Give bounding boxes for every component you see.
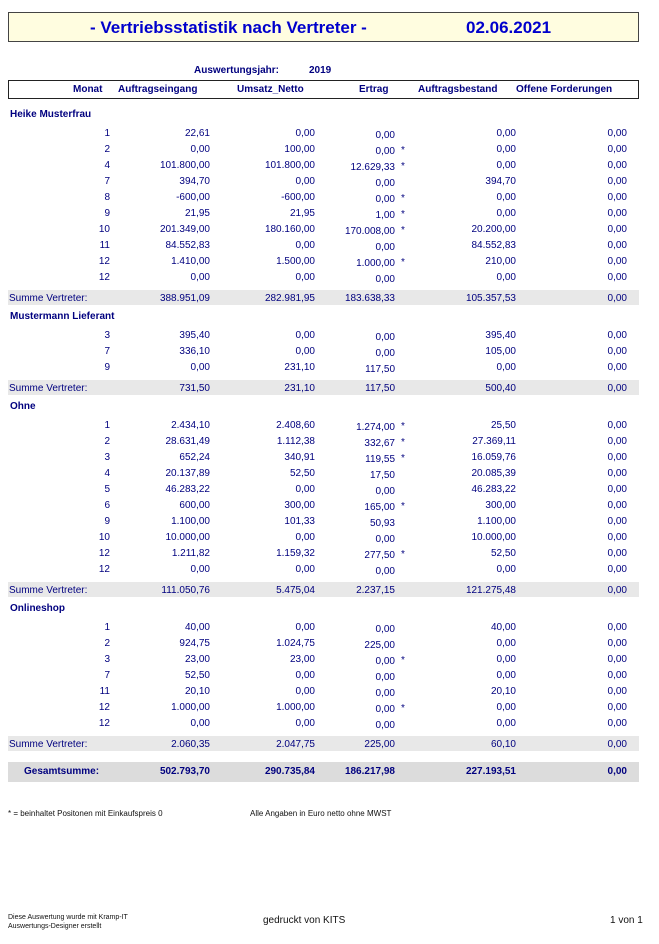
row-ertrag: 0,00 [375,178,395,189]
row-monat: 9 [104,362,110,373]
sum-offene-forderungen: 0,00 [607,585,627,596]
row-ertrag: 119,55 [365,454,395,465]
column-header-offene-forderungen: Offene Forderungen [516,84,613,95]
row-auftragseingang: -600,00 [176,192,210,203]
row-auftragsbestand: 210,00 [485,256,516,267]
row-umsatz: 0,00 [295,670,315,681]
row-monat: 12 [98,718,110,729]
row-offene-forderungen: 0,00 [607,686,627,697]
row-star-marker: * [401,161,405,172]
row-umsatz: 0,00 [295,686,315,697]
row-auftragsbestand: 46.283,22 [471,484,516,495]
row-ertrag: 1.000,00 [356,258,395,269]
row-ertrag: 1.274,00 [356,422,395,433]
sum-label: Summe Vertreter: [9,585,88,596]
row-star-marker: * [401,703,405,714]
row-auftragseingang: 52,50 [184,670,210,681]
sum-ertrag: 225,00 [364,739,395,750]
sum-auftragseingang: 388.951,09 [159,293,210,304]
row-auftragsbestand: 1.100,00 [477,516,516,527]
row-offene-forderungen: 0,00 [607,516,627,527]
row-auftragseingang: 0,00 [190,718,210,729]
column-header-ertrag: Ertrag [359,84,389,95]
sum-row-background [8,380,639,395]
row-ertrag: 277,50 [364,550,395,561]
row-monat: 2 [104,436,110,447]
row-monat: 5 [104,484,110,495]
row-offene-forderungen: 0,00 [607,176,627,187]
row-auftragseingang: 0,00 [190,272,210,283]
row-ertrag: 165,00 [364,502,395,513]
footnote-star: * = beinhaltet Positonen mit Einkaufspreis 0 [8,809,163,818]
row-offene-forderungen: 0,00 [607,548,627,559]
row-offene-forderungen: 0,00 [607,452,627,463]
row-ertrag: 0,00 [375,704,395,715]
row-umsatz: 1.000,00 [276,702,315,713]
row-umsatz: 0,00 [295,532,315,543]
row-umsatz: 340,91 [284,452,315,463]
total-auftragseingang: 502.793,70 [159,766,210,777]
row-umsatz: 1.500,00 [276,256,315,267]
row-ertrag: 1,00 [375,210,395,221]
row-ertrag: 12.629,33 [350,162,395,173]
row-monat: 1 [104,622,110,633]
row-auftragsbestand: 10.000,00 [471,532,516,543]
row-monat: 4 [104,468,110,479]
row-auftragsbestand: 27.369,11 [472,436,516,447]
group-name: Onlineshop [10,603,65,614]
sum-label: Summe Vertreter: [9,739,88,750]
row-auftragsbestand: 0,00 [496,272,516,283]
row-auftragseingang: 201.349,00 [159,224,210,235]
row-offene-forderungen: 0,00 [607,622,627,633]
total-umsatz: 290.735,84 [264,766,315,777]
sum-offene-forderungen: 0,00 [607,293,627,304]
row-offene-forderungen: 0,00 [607,468,627,479]
sum-ertrag: 183.638,33 [344,293,395,304]
row-auftragsbestand: 0,00 [496,128,516,139]
row-monat: 6 [104,500,110,511]
row-offene-forderungen: 0,00 [607,484,627,495]
row-monat: 3 [104,654,110,665]
row-offene-forderungen: 0,00 [607,192,627,203]
row-offene-forderungen: 0,00 [607,420,627,431]
row-auftragsbestand: 52,50 [490,548,516,559]
sum-umsatz: 2.047,75 [276,739,315,750]
total-auftragsbestand: 227.193,51 [465,766,516,777]
row-umsatz: 0,00 [295,718,315,729]
sum-auftragsbestand: 105.357,53 [465,293,516,304]
column-header-auftragseingang: Auftragseingang [118,84,198,95]
row-ertrag: 117,50 [365,364,395,375]
row-monat: 12 [98,564,110,575]
row-auftragseingang: 336,10 [179,346,210,357]
row-auftragseingang: 1.000,00 [171,702,210,713]
sum-auftragsbestand: 500,40 [485,383,516,394]
row-auftragseingang: 0,00 [190,362,210,373]
row-ertrag: 0,00 [375,274,395,285]
row-umsatz: 231,10 [284,362,315,373]
row-offene-forderungen: 0,00 [607,670,627,681]
sum-umsatz: 231,10 [284,383,315,394]
row-auftragseingang: 0,00 [190,564,210,575]
row-offene-forderungen: 0,00 [607,654,627,665]
row-ertrag: 170.008,00 [344,226,395,237]
row-ertrag: 332,67 [364,438,395,449]
row-star-marker: * [401,257,405,268]
row-umsatz: 0,00 [295,176,315,187]
row-monat: 10 [98,532,110,543]
row-offene-forderungen: 0,00 [607,330,627,341]
row-monat: 11 [99,686,110,697]
row-auftragsbestand: 84.552,83 [471,240,516,251]
footer-page-number: 1 von 1 [610,915,643,926]
row-ertrag: 50,93 [369,518,395,529]
row-auftragsbestand: 20,10 [490,686,516,697]
sum-label: Summe Vertreter: [9,293,88,304]
group-name: Heike Musterfrau [10,109,92,120]
footer-credit [8,913,128,931]
sum-auftragsbestand: 121.275,48 [465,585,516,596]
column-header-monat: Monat [73,84,103,95]
row-auftragsbestand: 0,00 [496,702,516,713]
row-monat: 7 [104,176,110,187]
row-umsatz: 1.112,38 [276,436,315,447]
row-auftragseingang: 652,24 [179,452,210,463]
row-ertrag: 0,00 [375,130,395,141]
row-offene-forderungen: 0,00 [607,638,627,649]
row-umsatz: 0,00 [295,128,315,139]
row-auftragseingang: 20.137,89 [165,468,210,479]
sum-offene-forderungen: 0,00 [607,383,627,394]
row-ertrag: 0,00 [375,486,395,497]
row-umsatz: 0,00 [295,346,315,357]
row-umsatz: 101.800,00 [264,160,315,171]
row-offene-forderungen: 0,00 [607,346,627,357]
row-auftragsbestand: 20.200,00 [471,224,516,235]
row-auftragseingang: 22,61 [184,128,210,139]
row-offene-forderungen: 0,00 [607,436,627,447]
row-auftragsbestand: 0,00 [496,160,516,171]
row-offene-forderungen: 0,00 [607,718,627,729]
sum-ertrag: 2.237,15 [356,585,395,596]
row-auftragsbestand: 0,00 [496,638,516,649]
row-ertrag: 0,00 [375,624,395,635]
sum-umsatz: 5.475,04 [276,585,315,596]
row-auftragseingang: 1.100,00 [171,516,210,527]
row-auftragsbestand: 394,70 [485,176,516,187]
row-auftragseingang: 600,00 [179,500,210,511]
row-umsatz: 0,00 [295,484,315,495]
footer-credit-line2: Auswertungs-Designer erstellt [8,923,102,930]
row-umsatz: 1.024,75 [276,638,315,649]
row-ertrag: 0,00 [375,146,395,157]
row-auftragseingang: 0,00 [190,144,210,155]
sum-label: Summe Vertreter: [9,383,88,394]
row-star-marker: * [401,549,405,560]
total-row-background [8,762,639,782]
row-auftragseingang: 1.410,00 [171,256,210,267]
row-monat: 12 [98,256,110,267]
row-monat: 12 [98,272,110,283]
year-value: 2019 [309,65,332,76]
row-ertrag: 0,00 [375,566,395,577]
sum-umsatz: 282.981,95 [264,293,315,304]
row-auftragsbestand: 395,40 [485,330,516,341]
row-offene-forderungen: 0,00 [607,144,627,155]
row-umsatz: 0,00 [295,564,315,575]
row-auftragsbestand: 0,00 [496,564,516,575]
footnote-units: Alle Angaben in Euro netto ohne MWST [250,809,392,818]
row-umsatz: 101,33 [284,516,315,527]
row-auftragseingang: 924,75 [179,638,210,649]
row-ertrag: 0,00 [375,688,395,699]
row-ertrag: 0,00 [375,720,395,731]
row-offene-forderungen: 0,00 [607,500,627,511]
row-monat: 3 [104,330,110,341]
sum-auftragseingang: 2.060,35 [171,739,210,750]
row-auftragseingang: 394,70 [179,176,210,187]
row-auftragsbestand: 105,00 [485,346,516,357]
row-auftragsbestand: 0,00 [496,718,516,729]
row-umsatz: -600,00 [281,192,315,203]
row-monat: 12 [98,702,110,713]
row-star-marker: * [401,437,405,448]
row-monat: 7 [104,346,110,357]
row-monat: 1 [104,420,110,431]
group-name: Ohne [10,401,36,412]
row-offene-forderungen: 0,00 [607,240,627,251]
row-auftragsbestand: 25,50 [490,420,516,431]
row-offene-forderungen: 0,00 [607,272,627,283]
row-ertrag: 0,00 [375,534,395,545]
row-auftragsbestand: 0,00 [496,670,516,681]
row-offene-forderungen: 0,00 [607,128,627,139]
row-star-marker: * [401,421,405,432]
row-auftragsbestand: 16.059,76 [471,452,516,463]
row-umsatz: 21,95 [289,208,315,219]
row-offene-forderungen: 0,00 [607,256,627,267]
row-monat: 12 [98,548,110,559]
row-star-marker: * [401,225,405,236]
row-ertrag: 0,00 [375,332,395,343]
row-monat: 4 [104,160,110,171]
row-umsatz: 0,00 [295,330,315,341]
sum-auftragsbestand: 60,10 [490,739,516,750]
row-offene-forderungen: 0,00 [607,362,627,373]
footer-credit-line1: Diese Auswertung wurde mit Kramp-IT [8,914,128,921]
row-auftragseingang: 395,40 [179,330,210,341]
row-ertrag: 0,00 [375,242,395,253]
row-star-marker: * [401,193,405,204]
row-ertrag: 0,00 [375,656,395,667]
row-monat: 2 [104,144,110,155]
row-auftragsbestand: 0,00 [496,144,516,155]
column-header-umsatz: Umsatz_Netto [237,84,304,95]
row-offene-forderungen: 0,00 [607,208,627,219]
row-star-marker: * [401,655,405,666]
row-ertrag: 17,50 [369,470,395,481]
row-monat: 11 [99,240,110,251]
footer-printed-by: gedruckt von KITS [263,915,346,926]
sum-offene-forderungen: 0,00 [607,739,627,750]
row-auftragseingang: 1.211,82 [171,548,210,559]
row-auftragseingang: 84.552,83 [165,240,210,251]
sum-row-background [8,582,639,597]
row-offene-forderungen: 0,00 [607,160,627,171]
row-ertrag: 0,00 [375,348,395,359]
row-auftragsbestand: 0,00 [496,208,516,219]
row-auftragseingang: 23,00 [184,654,210,665]
row-umsatz: 180.160,00 [264,224,315,235]
group-name: Mustermann Lieferant [10,311,115,322]
row-auftragseingang: 20,10 [184,686,210,697]
row-monat: 1 [104,128,110,139]
row-star-marker: * [401,209,405,220]
row-auftragseingang: 21,95 [184,208,210,219]
row-umsatz: 0,00 [295,622,315,633]
row-monat: 2 [104,638,110,649]
row-ertrag: 0,00 [375,672,395,683]
row-umsatz: 52,50 [289,468,315,479]
row-auftragseingang: 101.800,00 [159,160,210,171]
row-star-marker: * [401,453,405,464]
row-monat: 10 [98,224,110,235]
row-auftragsbestand: 300,00 [485,500,516,511]
row-umsatz: 0,00 [295,272,315,283]
row-offene-forderungen: 0,00 [607,564,627,575]
row-auftragsbestand: 40,00 [490,622,516,633]
row-ertrag: 225,00 [364,640,395,651]
total-label: Gesamtsumme: [24,766,100,777]
row-auftragseingang: 40,00 [184,622,210,633]
row-umsatz: 0,00 [295,240,315,251]
row-monat: 9 [104,208,110,219]
row-offene-forderungen: 0,00 [607,224,627,235]
row-auftragseingang: 28.631,49 [165,436,210,447]
row-umsatz: 100,00 [284,144,315,155]
row-auftragsbestand: 0,00 [496,192,516,203]
row-umsatz: 23,00 [289,654,315,665]
row-auftragseingang: 2.434,10 [171,420,210,431]
sum-row-background [8,736,639,751]
row-umsatz: 1.159,32 [276,548,315,559]
row-auftragsbestand: 0,00 [496,654,516,665]
row-umsatz: 300,00 [284,500,315,511]
row-star-marker: * [401,145,405,156]
sum-auftragseingang: 111.050,76 [161,585,210,596]
row-offene-forderungen: 0,00 [607,702,627,713]
row-umsatz: 2.408,60 [276,420,315,431]
sum-row-background [8,290,639,305]
row-monat: 7 [104,670,110,681]
row-auftragsbestand: 0,00 [496,362,516,373]
row-monat: 8 [104,192,110,203]
row-star-marker: * [401,501,405,512]
total-offene-forderungen: 0,00 [607,766,627,777]
row-ertrag: 0,00 [375,194,395,205]
row-auftragsbestand: 20.085,39 [471,468,516,479]
column-header-auftragsbestand: Auftragsbestand [418,84,498,95]
year-label: Auswertungsjahr: [194,65,280,76]
row-offene-forderungen: 0,00 [607,532,627,543]
sum-ertrag: 117,50 [365,383,395,394]
row-auftragseingang: 46.283,22 [165,484,210,495]
report-date: 02.06.2021 [466,18,552,37]
sum-auftragseingang: 731,50 [179,383,210,394]
row-auftragseingang: 10.000,00 [165,532,210,543]
report-title: - Vertriebsstatistik nach Vertreter - [90,18,367,37]
row-monat: 9 [104,516,110,527]
total-ertrag: 186.217,98 [344,766,395,777]
row-monat: 3 [104,452,110,463]
